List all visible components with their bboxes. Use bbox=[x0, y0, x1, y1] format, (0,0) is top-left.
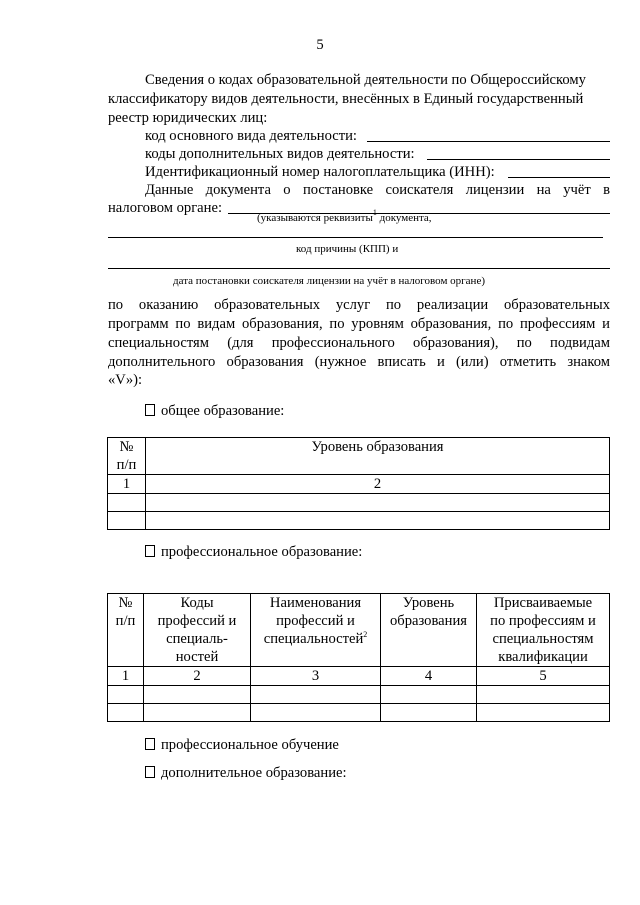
requisites-hint: (указываются реквизиты$^1$ документа, bbox=[257, 208, 432, 224]
option-general[interactable]: общее образование: bbox=[145, 402, 284, 421]
main-code-label: код основного вида деятельности: bbox=[145, 128, 357, 144]
table-number-row bbox=[108, 667, 610, 686]
option-training[interactable]: профессиональное обучение bbox=[145, 736, 339, 755]
tax-doc-field-line-2[interactable] bbox=[108, 237, 603, 238]
table-header-row bbox=[108, 438, 610, 475]
table-header-cell: № п/п bbox=[108, 594, 144, 667]
table-cell: 4 bbox=[381, 667, 477, 686]
table-cell: 2 bbox=[144, 667, 251, 686]
table-cell[interactable] bbox=[108, 494, 146, 512]
general-education-table bbox=[107, 437, 610, 530]
table-row bbox=[108, 686, 610, 704]
registration-date-hint: дата постановки соискателя лицензии на учёт в налоговом органе) bbox=[173, 275, 485, 287]
services-line-5: «V»): bbox=[108, 372, 143, 388]
checkbox-icon[interactable] bbox=[145, 738, 155, 750]
table-cell[interactable] bbox=[251, 704, 381, 722]
intro-line-2: классификатору видов деятельности, внесённых в Единый государственный bbox=[108, 91, 584, 107]
table-row bbox=[108, 512, 610, 530]
table-cell[interactable] bbox=[144, 686, 251, 704]
table-cell: 2 bbox=[146, 475, 610, 494]
inn-field[interactable] bbox=[508, 177, 610, 178]
checkbox-icon[interactable] bbox=[145, 545, 155, 557]
table-cell: 5 bbox=[477, 667, 610, 686]
checkbox-icon[interactable] bbox=[145, 766, 155, 778]
table-number-row bbox=[108, 475, 610, 494]
tax-doc-line-2: налоговом органе: bbox=[108, 200, 223, 216]
services-line-2: программ по видам образования, по уровням образования, по профессиям и bbox=[108, 316, 610, 332]
table-cell[interactable] bbox=[108, 512, 146, 530]
table-header-cell: Уровень образования bbox=[381, 594, 477, 667]
table-header-cell: Уровень образования bbox=[146, 438, 610, 475]
inn-label: Идентификационный номер налогоплательщика (ИНН): bbox=[145, 164, 495, 180]
table-cell[interactable] bbox=[381, 704, 477, 722]
table-header-cell: Присваиваемые по профессиям и специальностям квалификации bbox=[477, 594, 610, 667]
additional-codes-field[interactable] bbox=[427, 159, 610, 160]
intro-line-1: Сведения о кодах образовательной деятельности по Общероссийскому bbox=[145, 72, 586, 88]
table-cell[interactable] bbox=[146, 512, 610, 530]
table-cell[interactable] bbox=[144, 704, 251, 722]
intro-line-3: реестр юридических лиц: bbox=[108, 110, 268, 126]
table-cell[interactable] bbox=[146, 494, 610, 512]
table-cell[interactable] bbox=[477, 704, 610, 722]
page-number: 5 bbox=[316, 37, 324, 53]
checkbox-icon[interactable] bbox=[145, 404, 155, 416]
table-cell[interactable] bbox=[381, 686, 477, 704]
services-line-1: по оказанию образовательных услуг по реализации образовательных bbox=[108, 297, 610, 313]
professional-education-table bbox=[107, 593, 610, 722]
additional-codes-label: коды дополнительных видов деятельности: bbox=[145, 146, 415, 162]
table-row bbox=[108, 494, 610, 512]
tax-doc-line-1: Данные документа о постановке соискателя лицензии на учёт в bbox=[145, 182, 610, 198]
services-line-4: дополнительного образования (нужное вписать и (или) отметить знаком bbox=[108, 354, 610, 370]
table-cell[interactable] bbox=[108, 686, 144, 704]
table-cell: 1 bbox=[108, 667, 144, 686]
option-professional[interactable]: профессиональное образование: bbox=[145, 543, 362, 562]
table-cell: 3 bbox=[251, 667, 381, 686]
kpp-field[interactable] bbox=[108, 268, 610, 269]
table-row bbox=[108, 704, 610, 722]
table-cell[interactable] bbox=[477, 686, 610, 704]
table-cell[interactable] bbox=[108, 704, 144, 722]
table-cell[interactable] bbox=[251, 686, 381, 704]
table-header-row bbox=[108, 594, 610, 667]
table-header-cell: Коды профессий и специаль- ностей bbox=[144, 594, 251, 667]
services-line-3: специальностям (для профессионального образования), по подвидам bbox=[108, 335, 610, 351]
table-header-cell: Наименования профессий и специальностей$^2$ bbox=[251, 594, 381, 667]
option-additional[interactable]: дополнительное образование: bbox=[145, 764, 347, 783]
main-code-field[interactable] bbox=[367, 141, 610, 142]
table-header-cell: № п/п bbox=[108, 438, 146, 475]
table-cell: 1 bbox=[108, 475, 146, 494]
kpp-hint: код причины (КПП) и bbox=[296, 243, 399, 255]
